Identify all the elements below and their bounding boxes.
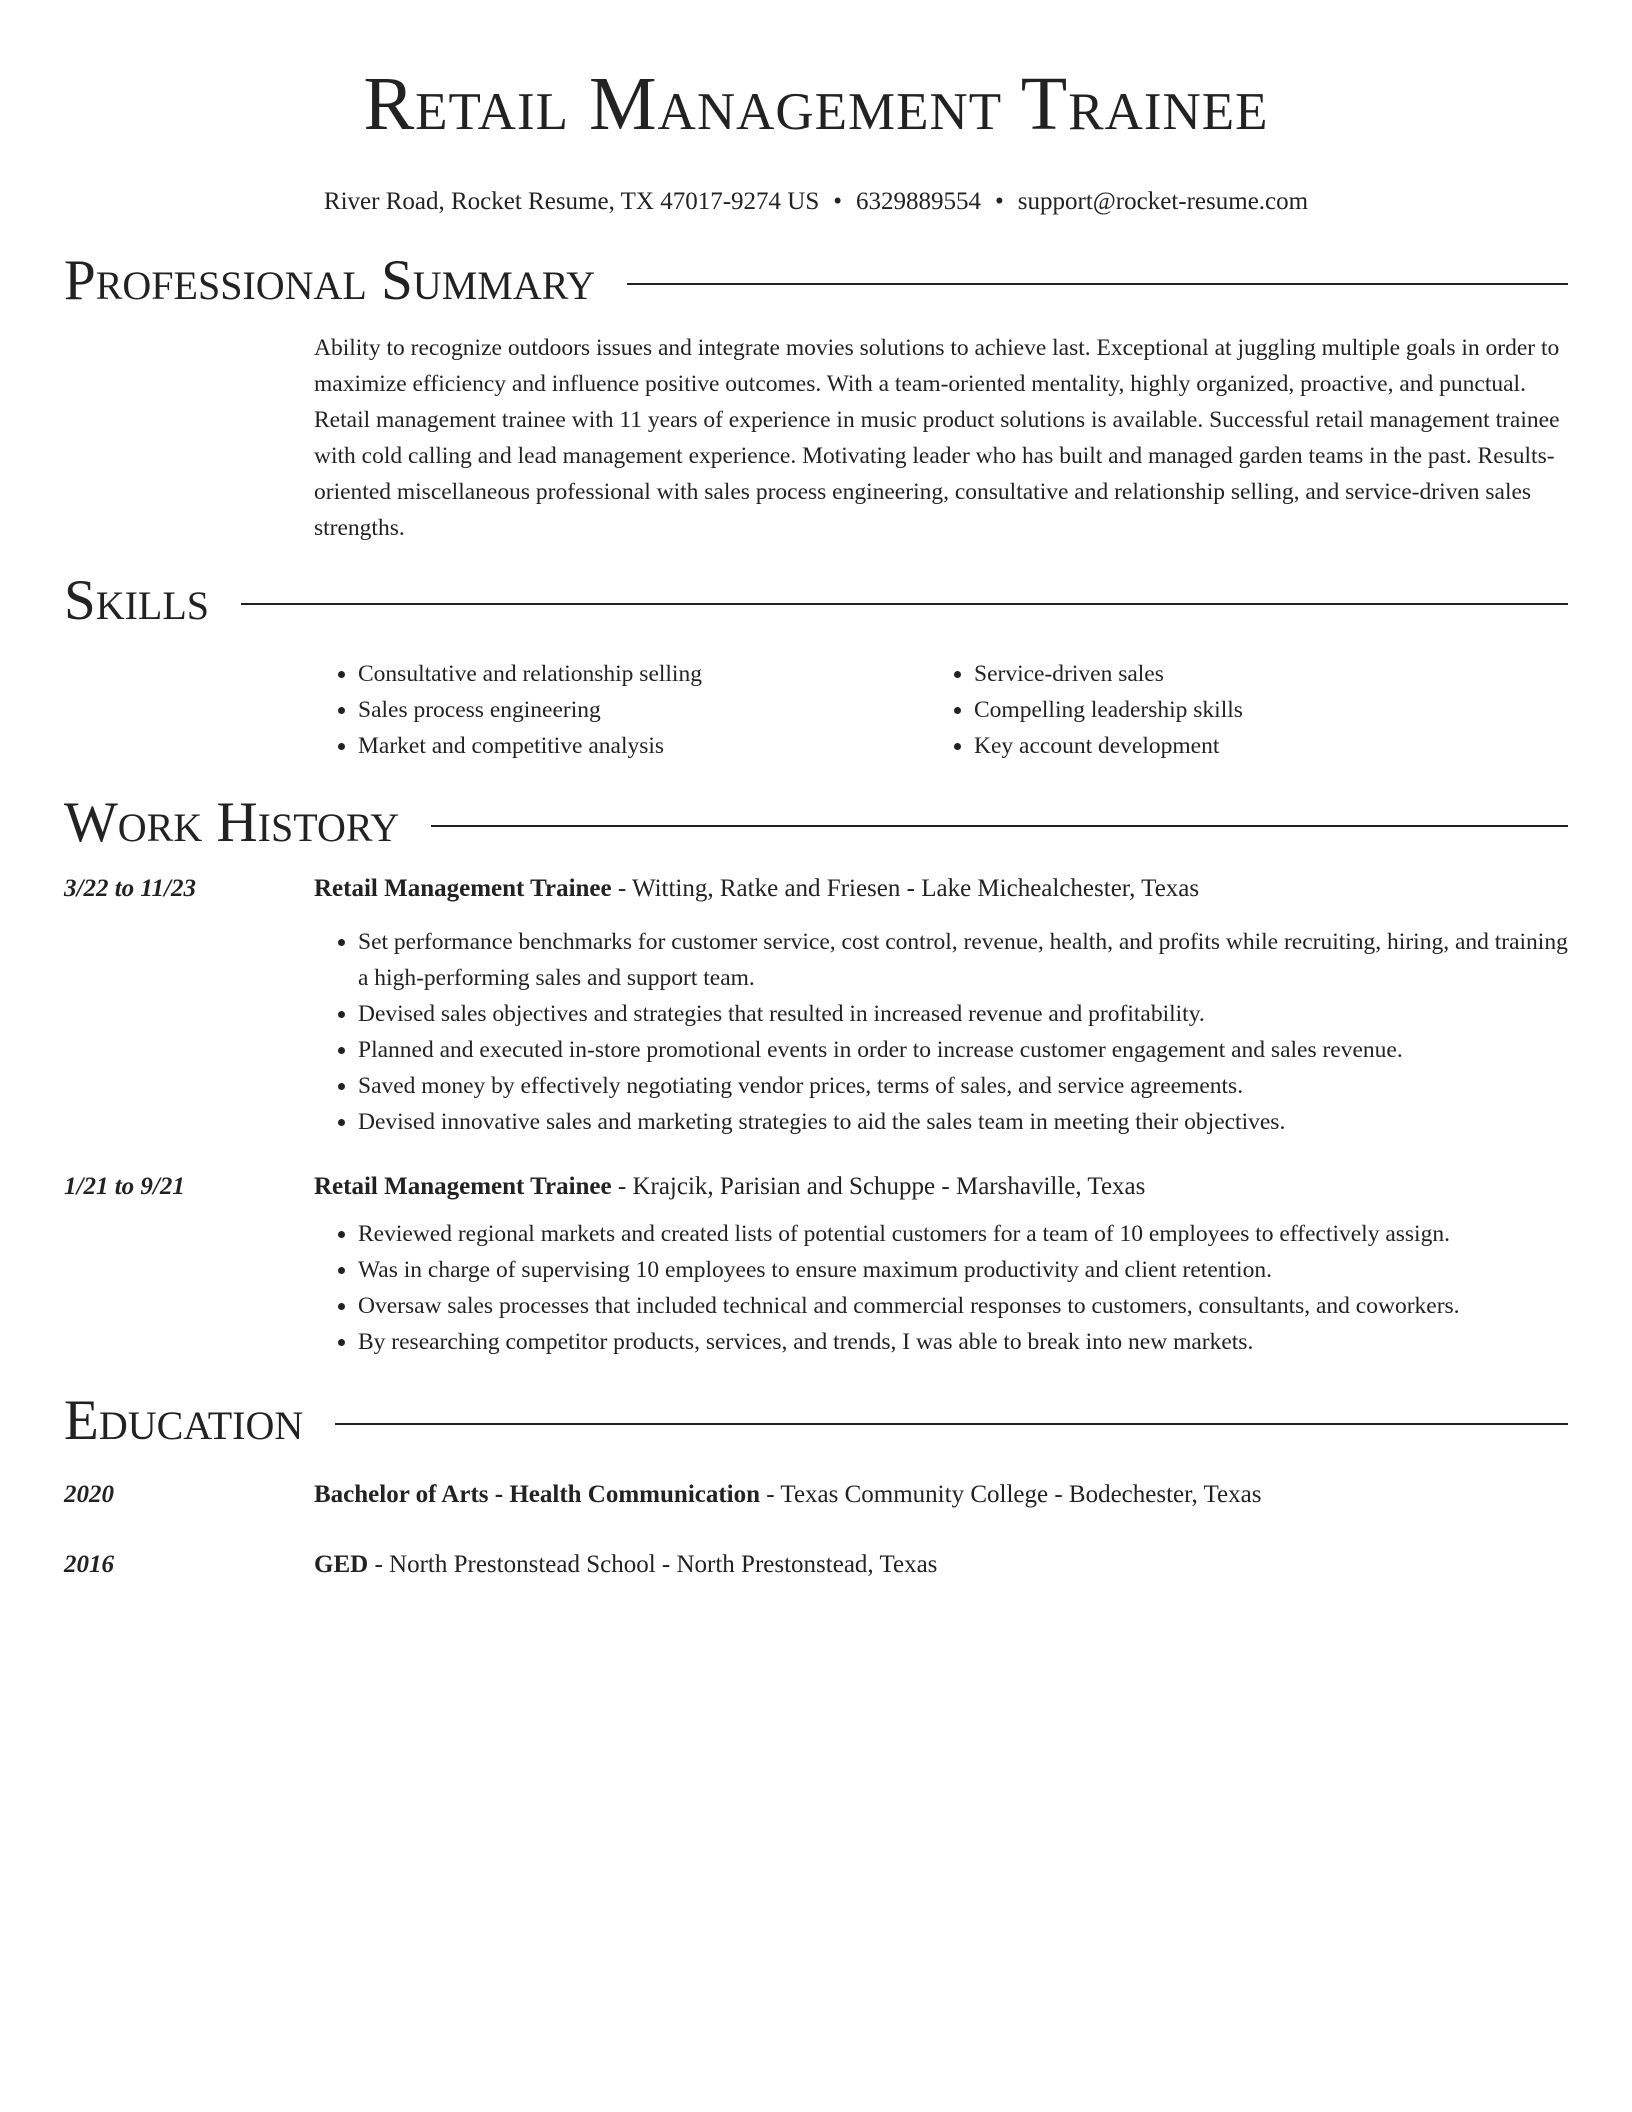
job-role: Retail Management Trainee (314, 875, 612, 902)
education-school: - North Prestonstead School - North Prestonstead, Texas (368, 1551, 938, 1578)
education-school: - Texas Community College - Bodechester, Texas (760, 1481, 1262, 1508)
email: support@rocket-resume.com (1017, 188, 1309, 215)
separator: • (995, 188, 1004, 215)
summary-section (64, 248, 1568, 546)
education-line (314, 1478, 1568, 1512)
resume-header (64, 0, 1568, 218)
job-bullet: • Saved money by effectively negotiating vendor prices, terms of sales, and service agreements. (358, 1068, 1568, 1104)
summary-text: Ability to recognize outdoors issues and integrate movies solutions to achieve last. Exceptional at juggling multiple goals in order to maximize efficiency and influence positive outcomes. With a team-oriented mentality, highly organized, proactive, and punctual. Retail management trainee with 11 years of experience in music product solutions is available. Successful retail management trainee with cold calling and lead management experience. Motivating leader who has built and managed garden teams in the past. Results-oriented miscellaneous professional with sales process engineering, consultative and relationship selling, and service-driven sales strengths. (314, 335, 1560, 541)
section-title: Professional Summary (64, 249, 596, 312)
skill-item: • Key account development (974, 728, 1546, 764)
education-line (314, 1548, 1568, 1582)
education-details (314, 1478, 1568, 1512)
section-divider (431, 825, 1568, 827)
section-header (64, 1388, 1568, 1454)
education-section (64, 1388, 1568, 1582)
job-bullet: • Oversaw sales processes that included technical and commercial responses to customers, consultants, and coworkers. (358, 1288, 1568, 1324)
contact-line (64, 186, 1568, 218)
skills-column-left (314, 656, 930, 764)
phone: 6329889554 (856, 188, 982, 215)
job-entry (64, 1170, 1568, 1360)
skills-section (64, 568, 1568, 764)
job-title-line (314, 1170, 1568, 1204)
work-history-section (64, 790, 1568, 1360)
section-header (64, 248, 1568, 314)
job-bullet: • Devised innovative sales and marketing strategies to aid the sales team in meeting their objectives. (358, 1104, 1568, 1140)
job-bullet: • Set performance benchmarks for customer service, cost control, revenue, health, and profits while recruiting, hiring, and training a high-performing sales and support team. (358, 924, 1568, 996)
section-divider (627, 283, 1568, 285)
job-bullets (314, 924, 1568, 1140)
section-title: Education (64, 1389, 304, 1452)
section-divider (335, 1423, 1568, 1425)
education-entry (64, 1548, 1568, 1582)
education-date: 2020 (64, 1481, 114, 1508)
education-date: 2016 (64, 1551, 114, 1578)
job-bullets (314, 1216, 1568, 1360)
education-degree: GED (314, 1551, 369, 1578)
education-details (314, 1548, 1568, 1582)
skill-item: • Service-driven sales (974, 656, 1546, 692)
skills-column-right (930, 656, 1546, 764)
section-header (64, 790, 1568, 856)
skill-item: • Market and competitive analysis (358, 728, 930, 764)
job-entry (64, 872, 1568, 1140)
job-bullet: • By researching competitor products, services, and trends, I was able to break into new markets. (358, 1324, 1568, 1360)
education-entry (64, 1478, 1568, 1512)
job-bullet: • Reviewed regional markets and created lists of potential customers for a team of 10 employees to effectively assign. (358, 1216, 1568, 1252)
section-divider (241, 603, 1568, 605)
job-date: 1/21 to 9/21 (64, 1173, 185, 1200)
job-bullet: • Planned and executed in-store promotional events in order to increase customer engagement and sales revenue. (358, 1032, 1568, 1068)
job-bullet: • Devised sales objectives and strategies that resulted in increased revenue and profitability. (358, 996, 1568, 1032)
job-employer: - Witting, Ratke and Friesen - Lake Michealchester, Texas (611, 875, 1200, 902)
skill-item: • Sales process engineering (358, 692, 930, 728)
job-details (314, 1170, 1568, 1360)
skill-item: • Consultative and relationship selling (358, 656, 930, 692)
separator: • (833, 188, 843, 215)
section-title: Work History (64, 791, 400, 854)
section-title: Skills (64, 569, 210, 632)
address: River Road, Rocket Resume, TX 47017-9274 US (323, 188, 820, 215)
skills-list (314, 656, 1568, 764)
job-details (314, 872, 1568, 1140)
candidate-name: Retail Management Trainee (363, 62, 1269, 146)
job-title-line (314, 872, 1568, 906)
section-header (64, 568, 1568, 634)
job-date: 3/22 to 11/23 (64, 875, 196, 902)
education-degree: Bachelor of Arts - Health Communication (314, 1481, 761, 1508)
job-bullet: • Was in charge of supervising 10 employees to ensure maximum productivity and client retention. (358, 1252, 1568, 1288)
job-role: Retail Management Trainee (314, 1173, 612, 1200)
job-employer: - Krajcik, Parisian and Schuppe - Marshaville, Texas (611, 1173, 1146, 1200)
skill-item: • Compelling leadership skills (974, 692, 1546, 728)
